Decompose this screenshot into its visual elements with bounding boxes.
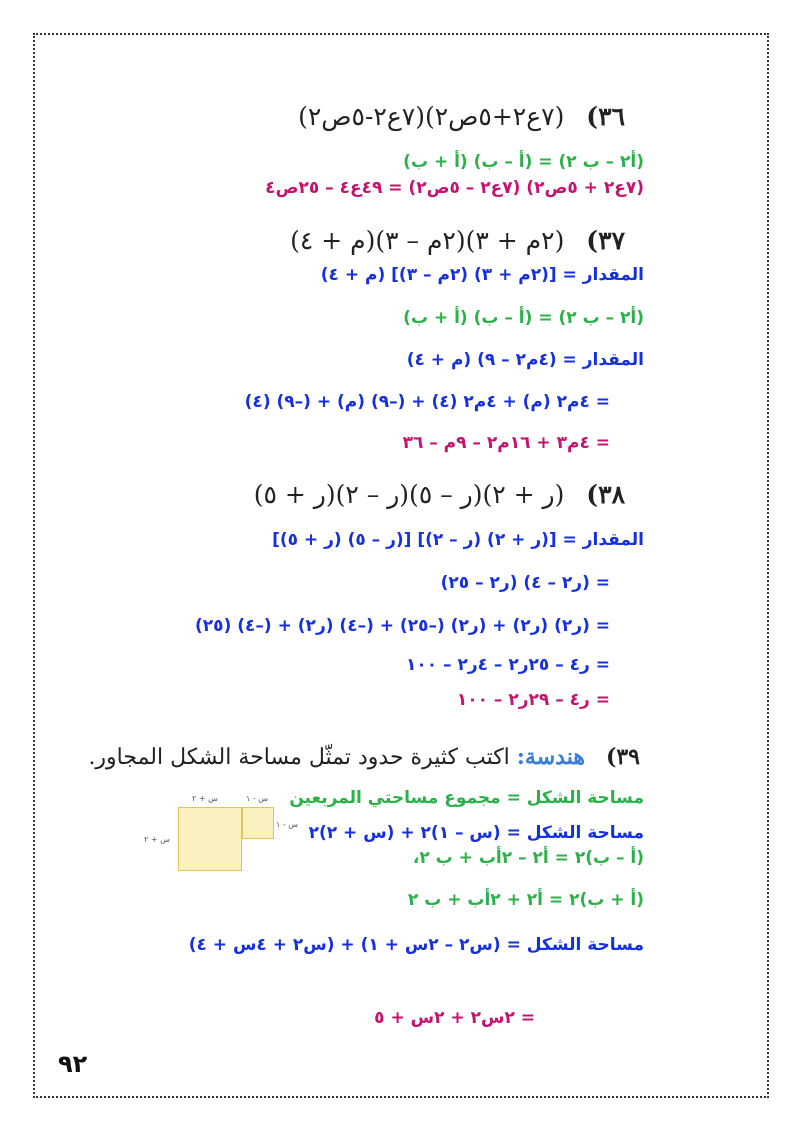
q36-expression: (٧ع٢+٥ص٢)(٧ع٢-٥ص٢)	[298, 102, 565, 131]
q38-number: ٣٨)	[586, 480, 625, 509]
q37-step-2: المقدار = (٤م٢ – ٩) (م + ٤)	[406, 350, 644, 370]
q39-header	[88, 744, 640, 770]
small-square-side-label: س - ١	[276, 820, 299, 829]
q39-step-3: مساحة الشكل = (س٢ – ٢س + ١) + (س٢ + ٤س + ٤)	[188, 935, 644, 955]
q38-step-4: = ر٤ – ٢٥ر٢ – ٤ر٢ – ١٠٠	[405, 655, 610, 675]
q36-header	[298, 102, 625, 131]
big-square-top-label: س + ٢	[192, 794, 218, 803]
q38-step-1: المقدار = [(ر + ٢) (ر – ٢)] [(ر – ٥) (ر + ٥)]	[272, 530, 644, 550]
q37-identity: (أ٢ – ب ٢) = (أ – ب) (أ + ب)	[403, 308, 644, 328]
q39-step-1: مساحة الشكل = مجموع مساحتي المربعين	[289, 788, 644, 808]
q38-step-2: = (ر٢ – ٤) (ر٢ – ٢٥)	[440, 573, 610, 593]
page-number: ٩٢	[58, 1050, 88, 1078]
q37-header	[290, 226, 625, 255]
q39-identity-1: (أ – ب)٢ = أ٢ – ٢أب + ب ٢،	[412, 848, 644, 868]
q36-number: ٣٦)	[586, 102, 625, 131]
q39-number: ٣٩)	[605, 744, 640, 770]
q39-result: = ٢س٢ + ٢س + ٥	[374, 1008, 535, 1028]
q38-expression: (ر + ٢)(ر – ٥)(ر – ٢)(ر + ٥)	[253, 480, 565, 509]
q38-header	[254, 480, 625, 509]
big-square-side-label: س + ٢	[144, 835, 170, 844]
small-square-top-label: س - ١	[246, 794, 269, 803]
q37-number: ٣٧)	[586, 226, 625, 255]
q36-result: (٧ع٢ + ٥ص٢) (٧ع٢ – ٥ص٢) = ٤٩ع٤ – ٢٥ص٤	[265, 178, 644, 198]
q39-step-2: مساحة الشكل = (س – ١)٢ + (س + ٢)٢	[308, 823, 644, 843]
big-square	[178, 807, 242, 871]
q39-label: هندسة:	[516, 744, 585, 770]
q36-identity: (أ٢ – ب ٢) = (أ – ب) (أ + ب)	[403, 152, 644, 172]
q37-step-1: المقدار = [(٢م + ٣) (٢م – ٣)] (م + ٤)	[320, 265, 644, 285]
q37-expression: (٢م + ٣)(٢م – ٣)(م + ٤)	[290, 226, 565, 255]
q39-text: اكتب كثيرة حدود تمثّل مساحة الشكل المجاور.	[88, 745, 510, 770]
q38-result: = ر٤ – ٢٩ر٢ – ١٠٠	[456, 690, 610, 710]
small-square	[242, 807, 274, 839]
q38-step-3: = (ر٢) (ر٢) + (ر٢) (–٢٥) + (–٤) (ر٢) + (–٤) (٢٥)	[195, 616, 610, 636]
q37-step-3: = ٤م٢ (م) + ٤م٢ (٤) + (–٩) (م) + (–٩) (٤)	[244, 392, 610, 412]
q39-identity-2: (أ + ب)٢ = أ٢ + ٢أب + ب ٢	[407, 890, 644, 910]
q37-result: = ٤م٣ + ١٦م٢ – ٩م – ٣٦	[402, 433, 610, 453]
squares-figure	[140, 790, 300, 880]
